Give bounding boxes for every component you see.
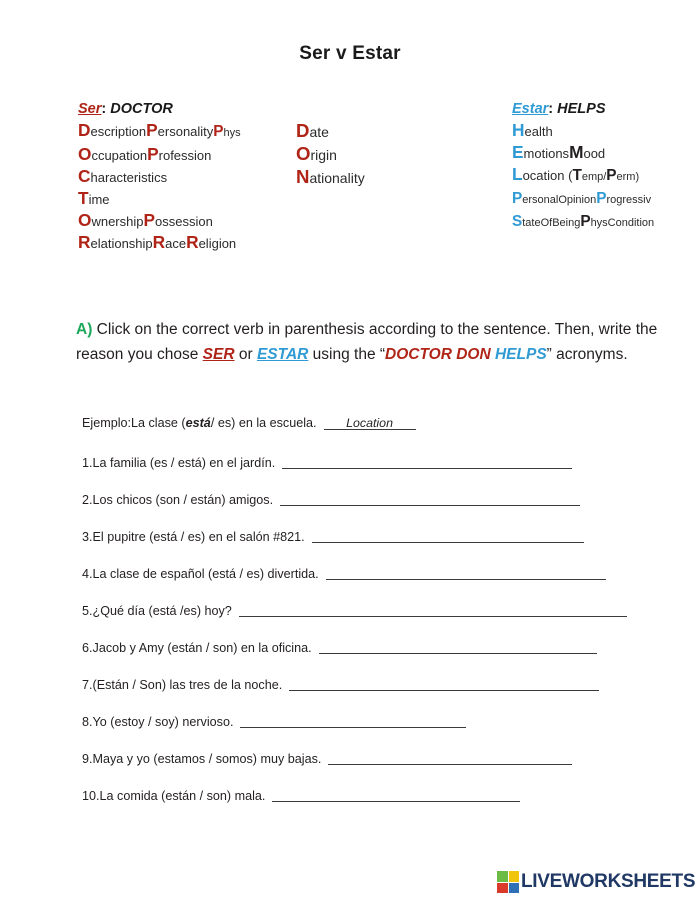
exercise-row: [82, 750, 682, 787]
estar-key-capital: T: [572, 167, 582, 184]
estar-key-word: Estar: [512, 101, 549, 117]
estar-key-line: [512, 188, 690, 211]
exercise-row: [82, 639, 682, 676]
exercise-answer-blank[interactable]: [326, 565, 606, 580]
doctordon-token: DOCTOR DON: [385, 346, 495, 363]
exercise-answer-blank[interactable]: [289, 676, 599, 691]
exercise-answer-blank[interactable]: [282, 454, 572, 469]
ser-key-capital: R: [186, 232, 199, 252]
ser-key-line: [78, 166, 278, 188]
ser-key-capital: T: [78, 188, 89, 208]
estar-token: ESTAR: [256, 346, 309, 363]
estar-key-capital: P: [596, 190, 607, 207]
don-key-line: [296, 120, 456, 143]
exercise-answer-blank[interactable]: [319, 639, 597, 654]
exercise-number: 1.: [82, 456, 93, 470]
ser-key-word: Ser: [78, 101, 102, 117]
estar-key-line: [512, 164, 690, 188]
estar-key-capital: E: [512, 142, 524, 162]
ser-key-capital: D: [78, 120, 91, 140]
section-a-instructions: [76, 317, 661, 367]
don-key-word-rest: ationality: [309, 170, 365, 186]
ser-key-word-rest: wnership: [91, 214, 144, 229]
exercise-number: 8.: [82, 715, 93, 729]
estar-key-column: [512, 98, 690, 234]
estar-key-acronym: HELPS: [557, 101, 606, 117]
exercise-sentence[interactable]: El pupitre (está / es) en el salón #821.: [92, 530, 305, 544]
estar-key-capital: S: [512, 213, 523, 230]
exercise-sentence[interactable]: La familia (es / está) en el jardín.: [92, 456, 276, 470]
ser-token: SER: [202, 346, 235, 363]
ser-key-word-rest: haracteristics: [90, 170, 168, 185]
example-text-before: La clase (: [131, 416, 186, 430]
estar-key-word-rest: emp/: [581, 171, 607, 183]
exercise-answer-blank[interactable]: [240, 713, 466, 728]
ser-key-capital: C: [78, 166, 91, 186]
ser-key-word-rest: ersonality: [157, 124, 214, 139]
ser-key-word-rest: rofession: [158, 148, 212, 163]
exercise-row: [82, 787, 682, 824]
liveworksheets-mark-icon: [497, 871, 519, 893]
ser-key-capital: P: [147, 144, 159, 164]
estar-key-capital: M: [569, 142, 584, 162]
ser-key-word-rest: hys: [223, 127, 241, 139]
estar-key-capital: L: [512, 164, 523, 184]
exercise-sentence[interactable]: La comida (están / son) mala.: [99, 789, 266, 803]
ser-key-capital: P: [146, 120, 158, 140]
example-label: Ejemplo:: [82, 416, 131, 430]
exercise-sentence[interactable]: ¿Qué día (está /es) hoy?: [92, 604, 232, 618]
exercise-row: [82, 491, 682, 528]
exercise-row: [82, 565, 682, 602]
exercise-answer-blank[interactable]: [239, 602, 627, 617]
don-key-capital: N: [296, 166, 310, 187]
ser-key-word-rest: escription: [90, 124, 147, 139]
ser-key-acronym: DOCTOR: [110, 101, 173, 117]
don-key-word-rest: ate: [309, 124, 329, 140]
ser-key-line: [78, 210, 278, 232]
exercise-number: 4.: [82, 567, 93, 581]
page-title: Ser v Estar: [299, 43, 401, 64]
helps-token: HELPS: [494, 346, 547, 363]
exercise-rows: [82, 454, 682, 824]
exercise-number: 6.: [82, 641, 93, 655]
example-row: [82, 414, 682, 454]
exercise-sentence[interactable]: (Están / Son) las tres de la noche.: [92, 678, 283, 692]
estar-key-line: [512, 120, 690, 142]
estar-key-line: [512, 142, 690, 164]
ser-key-capital: P: [143, 210, 156, 230]
exercise-list: [82, 414, 682, 824]
exercise-answer-blank[interactable]: [272, 787, 520, 802]
exercise-sentence[interactable]: Maya y yo (estamos / somos) muy bajas.: [92, 752, 322, 766]
exercise-row: [82, 602, 682, 639]
estar-key-lines: [512, 120, 690, 234]
exercise-sentence[interactable]: Yo (estoy / soy) nervioso.: [92, 715, 234, 729]
exercise-number: 2.: [82, 493, 93, 507]
estar-key-word-rest: ersonal: [522, 194, 559, 206]
exercise-number: 5.: [82, 604, 93, 618]
acronym-key-block: [0, 98, 700, 263]
section-a-text-3: using the “: [308, 346, 386, 363]
estar-key-word-rest: motions: [523, 146, 570, 161]
ser-key-capital: O: [78, 144, 92, 164]
estar-key-word-rest: ealth: [524, 124, 553, 139]
exercise-answer-blank[interactable]: [328, 750, 572, 765]
ser-key-word-rest: elationship: [90, 236, 153, 251]
example-text-after: / es) en la escuela.: [210, 416, 317, 430]
estar-key-word-rest: hysCondition: [590, 217, 655, 229]
ser-key-word-rest: ime: [88, 192, 110, 207]
ser-key-colon: :: [101, 101, 107, 117]
exercise-answer-blank[interactable]: [312, 528, 584, 543]
ser-key-capital: R: [78, 232, 91, 252]
estar-key-colon: :: [548, 101, 554, 117]
don-key-lines: [296, 120, 456, 189]
example-answer-blank: Location: [324, 414, 416, 430]
ser-key-line: [78, 188, 278, 210]
estar-key-capital: P: [580, 213, 591, 230]
ser-key-capital: R: [152, 232, 166, 252]
exercise-row: [82, 528, 682, 565]
ser-key-word-rest: ace: [165, 236, 187, 251]
section-a-text-4: ” acronyms.: [546, 346, 628, 363]
ser-key-word-rest: ccupation: [91, 148, 148, 163]
estar-key-capital: P: [606, 167, 617, 184]
exercise-number: 3.: [82, 530, 93, 544]
estar-key-word-rest: (: [568, 168, 573, 183]
exercise-sentence[interactable]: Jacob y Amy (están / son) en la oficina.: [92, 641, 312, 655]
ser-key-word-rest: eligion: [198, 236, 237, 251]
estar-key-word-rest: tateOfBeing: [522, 217, 581, 229]
exercise-row: [82, 676, 682, 713]
don-key-word-rest: rigin: [310, 147, 337, 163]
don-key-line: [296, 143, 456, 166]
exercise-answer-blank[interactable]: [280, 491, 580, 506]
don-key-capital: D: [296, 120, 310, 141]
exercise-row: [82, 713, 682, 750]
exercise-number: 7.: [82, 678, 93, 692]
liveworksheets-wordmark: LIVEWORKSHEETS: [521, 871, 696, 892]
estar-key-word-rest: ocation: [522, 168, 569, 183]
estar-key-word-rest: rogressiv: [606, 194, 652, 206]
ser-key-line: [78, 120, 278, 144]
estar-key-capital: H: [512, 120, 525, 140]
section-a-label: A): [76, 321, 93, 338]
ser-key-capital: O: [78, 210, 92, 230]
ser-key-column: [78, 98, 278, 254]
ser-key-line: [78, 144, 278, 166]
estar-key-line: [512, 211, 690, 234]
don-key-line: [296, 166, 456, 189]
don-key-capital: O: [296, 143, 311, 164]
estar-key-word-rest: Opinion: [558, 194, 597, 206]
exercise-number: 10.: [82, 789, 100, 803]
estar-key-word-rest: erm): [616, 171, 640, 183]
exercise-number: 9.: [82, 752, 93, 766]
section-a-text-2: or: [234, 346, 257, 363]
ser-key-capital: P: [213, 123, 224, 140]
liveworksheets-logo[interactable]: [497, 868, 696, 896]
ser-key-line: [78, 232, 278, 254]
exercise-sentence[interactable]: La clase de español (está / es) divertida.: [92, 567, 319, 581]
estar-key-heading: [512, 98, 690, 120]
exercise-sentence[interactable]: Los chicos (son / están) amigos.: [92, 493, 274, 507]
estar-key-word-rest: ood: [583, 146, 606, 161]
section-a-text-1: Click on the correct verb in parenthesis according to the sentence. Then, write the reason you chose: [76, 321, 658, 363]
don-key-column: [296, 98, 456, 189]
example-correct-verb: está: [185, 416, 211, 430]
ser-key-heading: [78, 98, 278, 120]
exercise-row: [82, 454, 682, 491]
estar-key-capital: P: [512, 190, 523, 207]
ser-key-lines: [78, 120, 278, 254]
ser-key-word-rest: ossession: [155, 214, 213, 229]
